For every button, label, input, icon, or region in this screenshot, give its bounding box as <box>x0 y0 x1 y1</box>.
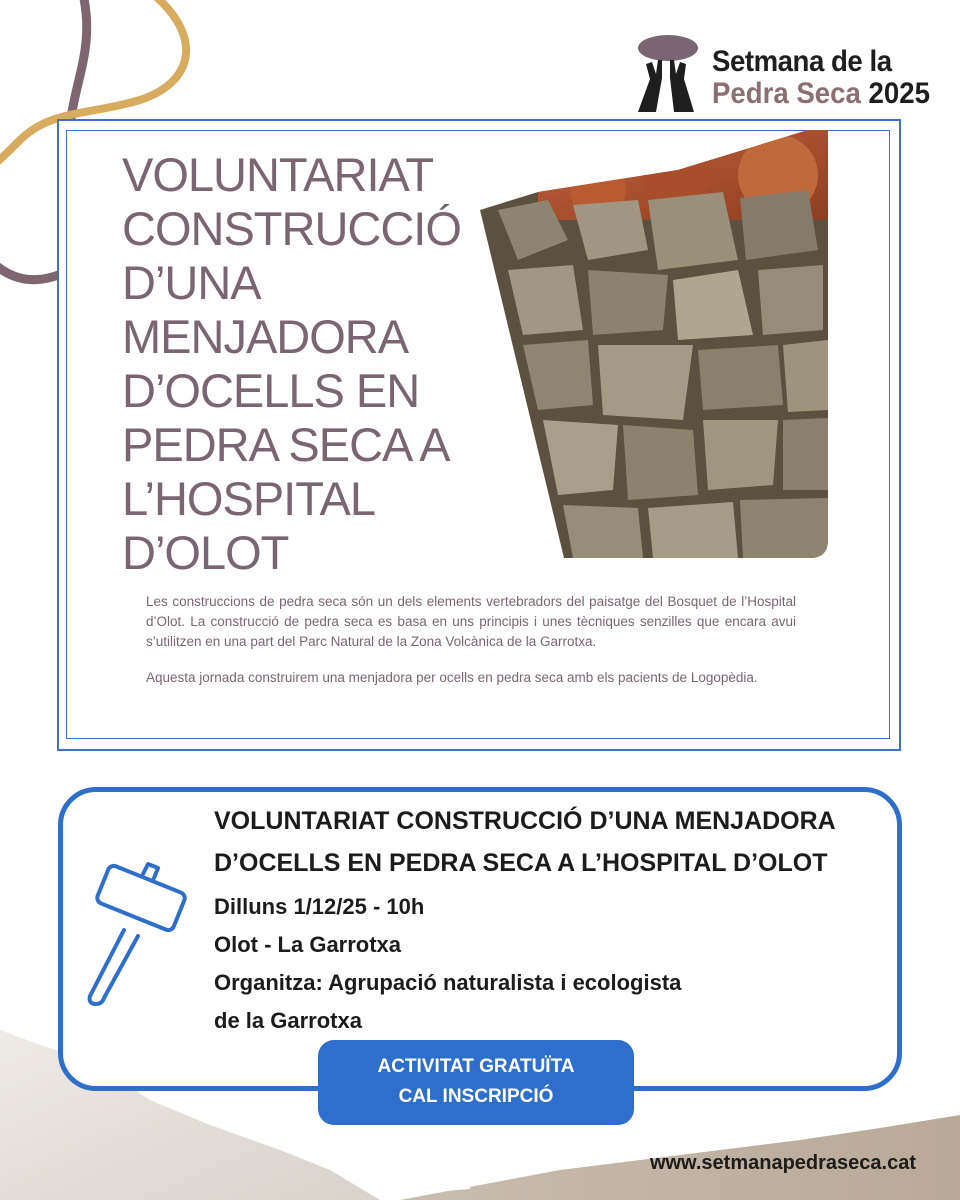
event-details <box>214 888 874 1040</box>
event-logo <box>628 30 928 120</box>
event-date: Dilluns 1/12/25 - 10h <box>214 894 425 919</box>
poster-paragraph-2: Aquesta jornada construirem una menjadora per ocells en pedra seca amb els pacients de Logopèdia. <box>146 670 758 685</box>
hammer-icon <box>80 858 200 1008</box>
website-link[interactable]: www.setmanapedraseca.cat <box>649 1152 916 1174</box>
logo-pedra-seca: Pedra Seca <box>712 77 861 110</box>
hands-holding-stone-icon <box>628 34 706 112</box>
logo-year: 2025 <box>868 77 930 110</box>
cta-line-2: CAL INSCRIPCIÓ <box>398 1086 554 1107</box>
event-title: VOLUNTARIAT CONSTRUCCIÓ D’UNA MENJADORA D’OCELLS EN PEDRA SECA A L’HOSPITAL D’OLOT <box>214 807 835 877</box>
cta-line-1: ACTIVITAT GRATUÏTA <box>377 1056 575 1077</box>
poster-description <box>146 592 796 704</box>
poster-paragraph-1: Les construccions de pedra seca són un dels elements vertebradors del paisatge del Bosquet de l’Hospital d’Olot. La construcció de pedra seca es basa en uns principis i unes tècniques senzilles que encara avui s’utilitzen en una part del Parc Natural de la Zona Volcànica de la Garrotxa. <box>146 594 796 649</box>
logo-line-2 <box>712 78 930 110</box>
event-organizer-line-1: Organitza: Agrupació naturalista i ecologista <box>214 970 682 995</box>
event-organizer-line-2: de la Garrotxa <box>214 1008 362 1033</box>
poster-title: VOLUNTARIAT CONSTRUCCIÓ D’UNA MENJADORA D’OCELLS EN PEDRA SECA A L’HOSPITAL D’OLOT <box>122 148 461 579</box>
registration-button[interactable] <box>318 1040 634 1125</box>
stone-wall-photo <box>478 130 830 560</box>
logo-line-1: Setmana de la <box>712 45 892 78</box>
event-location: Olot - La Garrotxa <box>214 932 402 957</box>
